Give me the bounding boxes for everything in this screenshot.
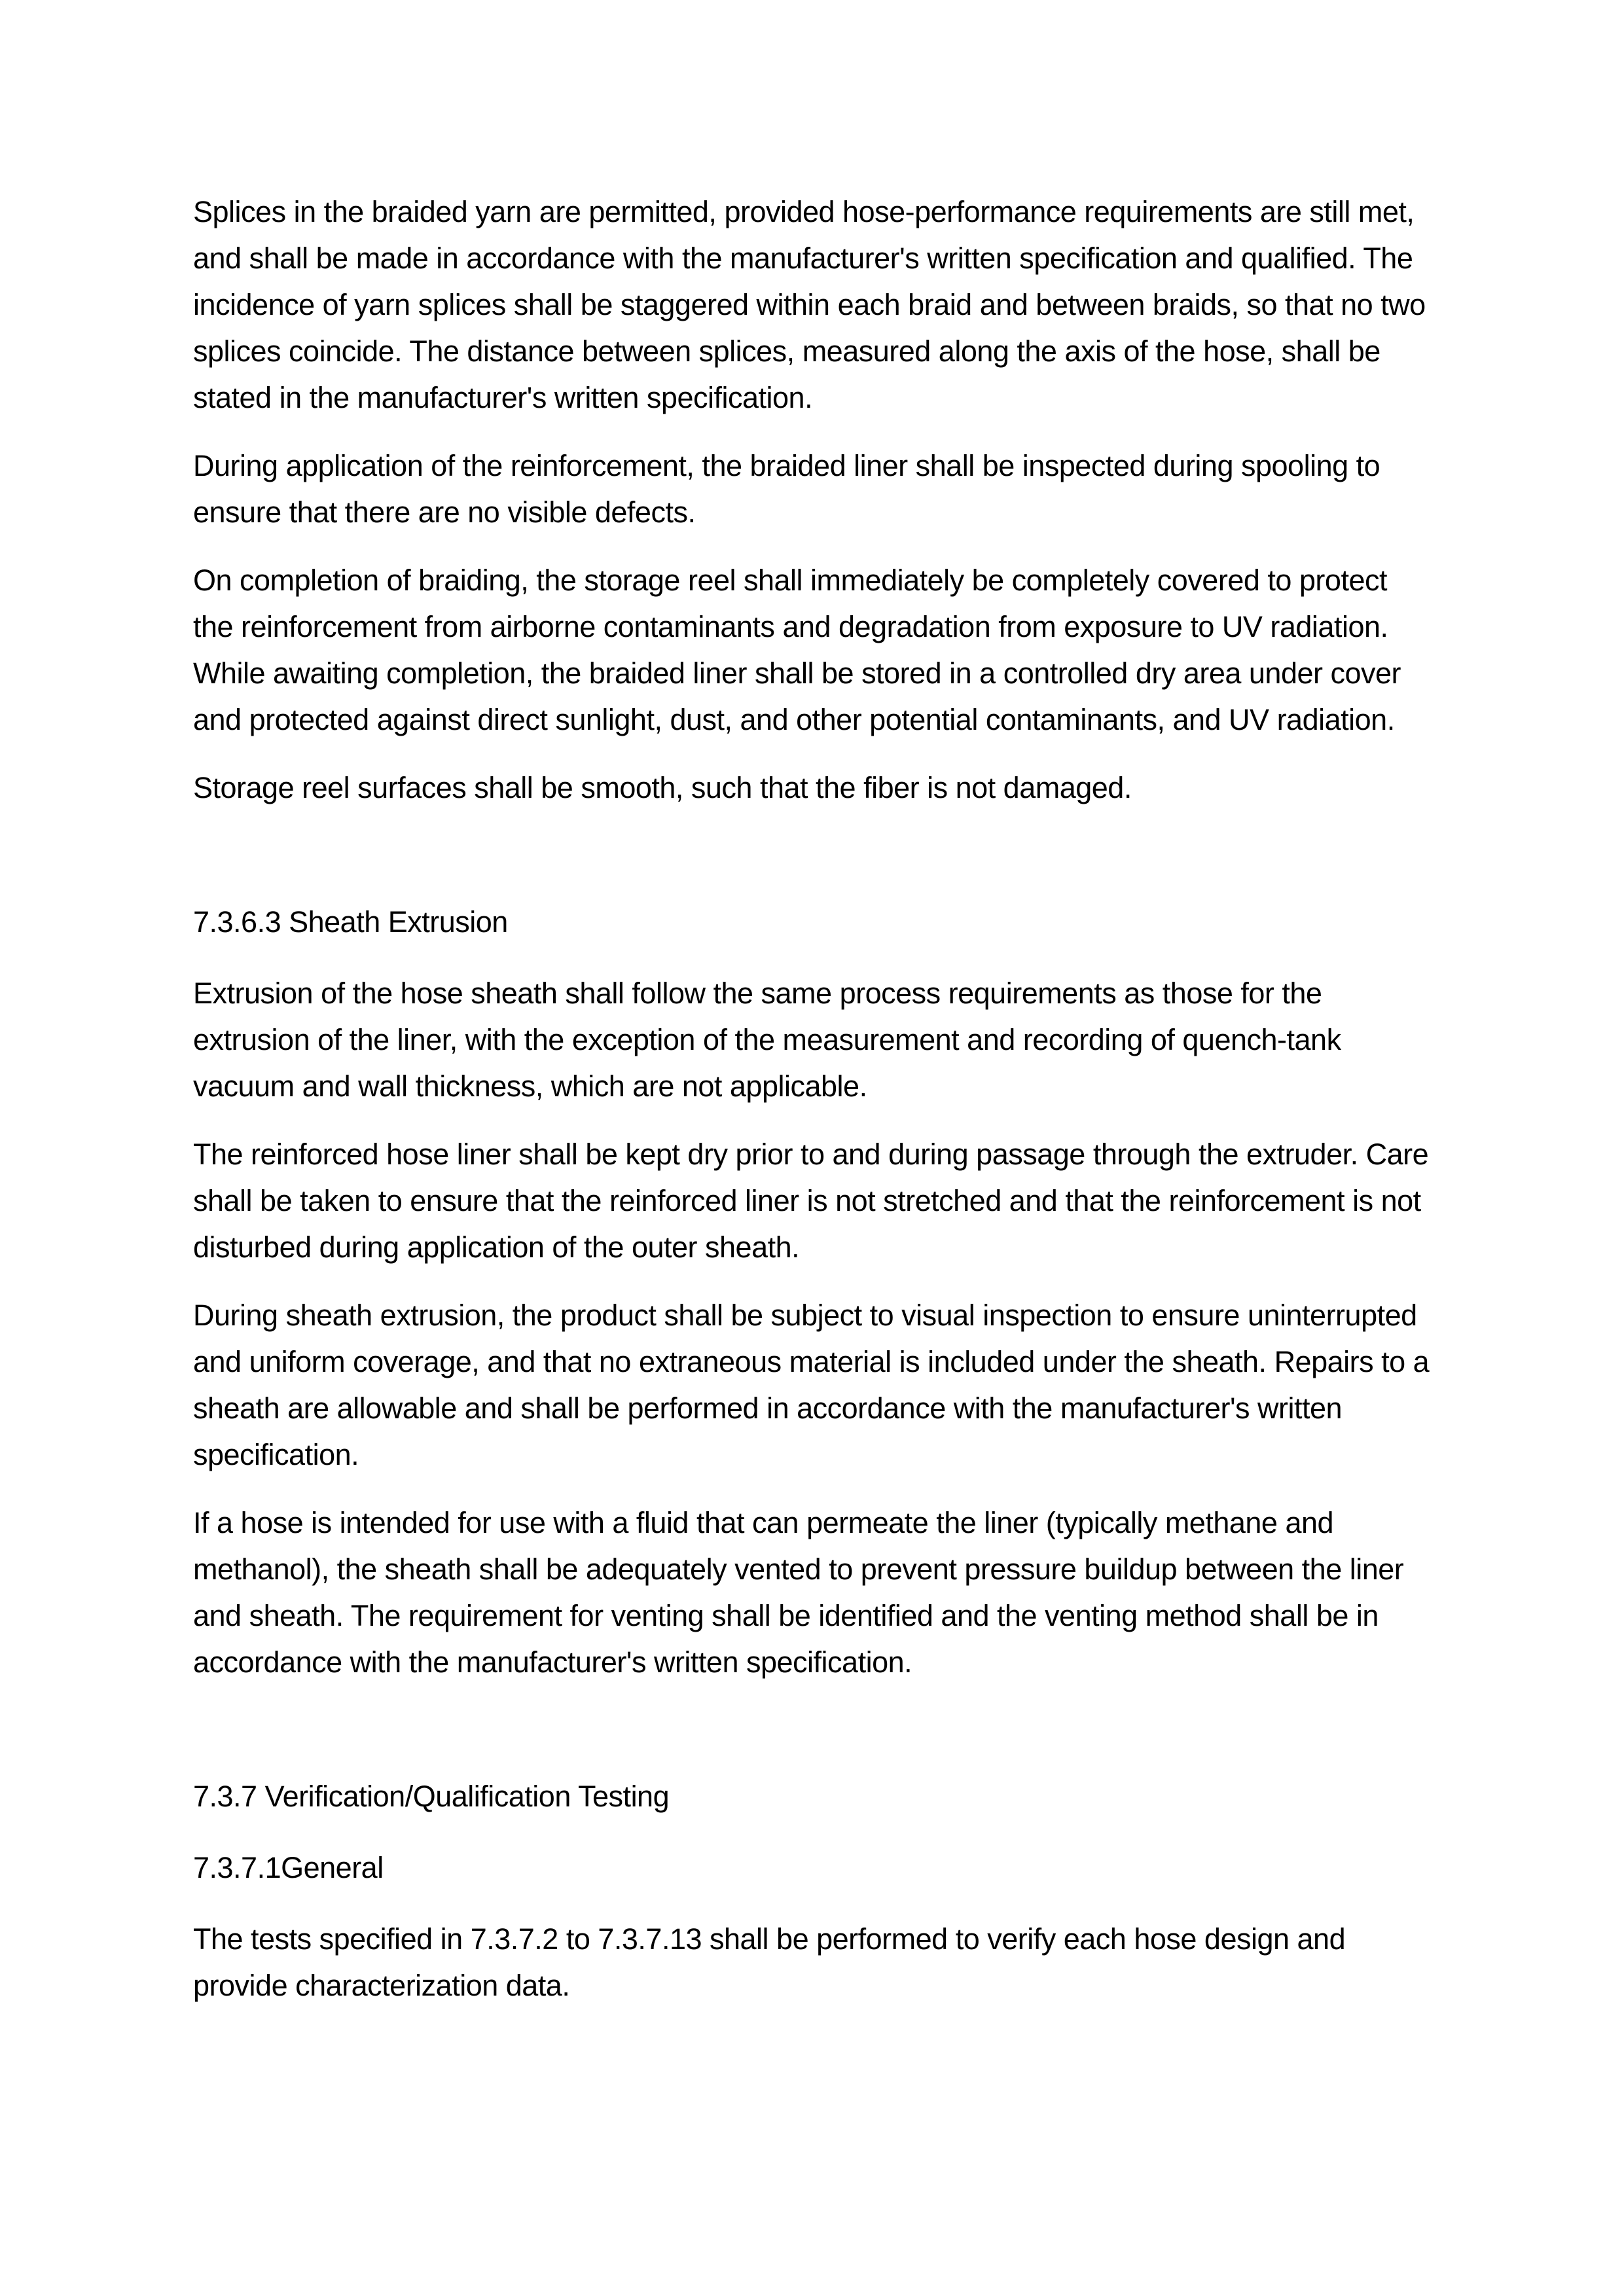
paragraph-braiding-completion: On completion of braiding, the storage reel shall immediately be completely covered to protect the reinforcement from airborne contaminants and degradation from exposure to UV radiation. While awaiting completion, the braided liner shall be stored in a controlled dry area under cover and protected against direct sunlight, dust, and other potential contaminants, and UV radiation. (193, 564, 1401, 736)
paragraph-tests-specified: The tests specified in 7.3.7.2 to 7.3.7.13 shall be performed to verify each hose design and provide characterization data. (193, 1922, 1346, 2002)
paragraph-venting: If a hose is intended for use with a fluid that can permeate the liner (typically methane and methanol), the sheath shall be adequately vented to prevent pressure buildup between the liner and sheath. The requirement for venting shall be identified and the venting method shall be in accordance with the manufacturer's written specification. (193, 1506, 1404, 1679)
section-heading-general: 7.3.7.1General (193, 1851, 384, 1884)
paragraph-sheath-extrusion-process: Extrusion of the hose sheath shall follow the same process requirements as those for the extrusion of the liner, with the exception of the measurement and recording of quench-tank vacuum and wall thickness, which are not applicable. (193, 977, 1341, 1103)
paragraph-reinforcement-inspection: During application of the reinforcement, the braided liner shall be inspected during spooling to ensure that there are no visible defects. (193, 449, 1380, 529)
paragraph-splices: Splices in the braided yarn are permitted, provided hose-performance requirements are still met, and shall be made in accordance with the manufacturer's written specification and qualified. The incidence of yarn splices shall be staggered within each braid and between braids, so that no two splices coincide. The distance between splices, measured along the axis of the hose, shall be stated in the manufacturer's written specification. (193, 195, 1426, 414)
paragraph-storage-reel: Storage reel surfaces shall be smooth, such that the fiber is not damaged. (193, 771, 1132, 804)
section-heading-sheath-extrusion: 7.3.6.3 Sheath Extrusion (193, 905, 508, 939)
paragraph-reinforced-liner-dry: The reinforced hose liner shall be kept dry prior to and during passage through the extruder. Care shall be taken to ensure that the reinforced liner is not stretched and that the reinforcement is not disturbed during application of the outer sheath. (193, 1138, 1429, 1264)
paragraph-visual-inspection: During sheath extrusion, the product shall be subject to visual inspection to ensure uninterrupted and uniform coverage, and that no extraneous material is included under the sheath. Repairs to a sheath are allowable and shall be performed in accordance with the manufacturer's written specification. (193, 1299, 1430, 1471)
section-heading-verification-qualification-testing: 7.3.7 Verification/Qualification Testing (193, 1780, 670, 1813)
